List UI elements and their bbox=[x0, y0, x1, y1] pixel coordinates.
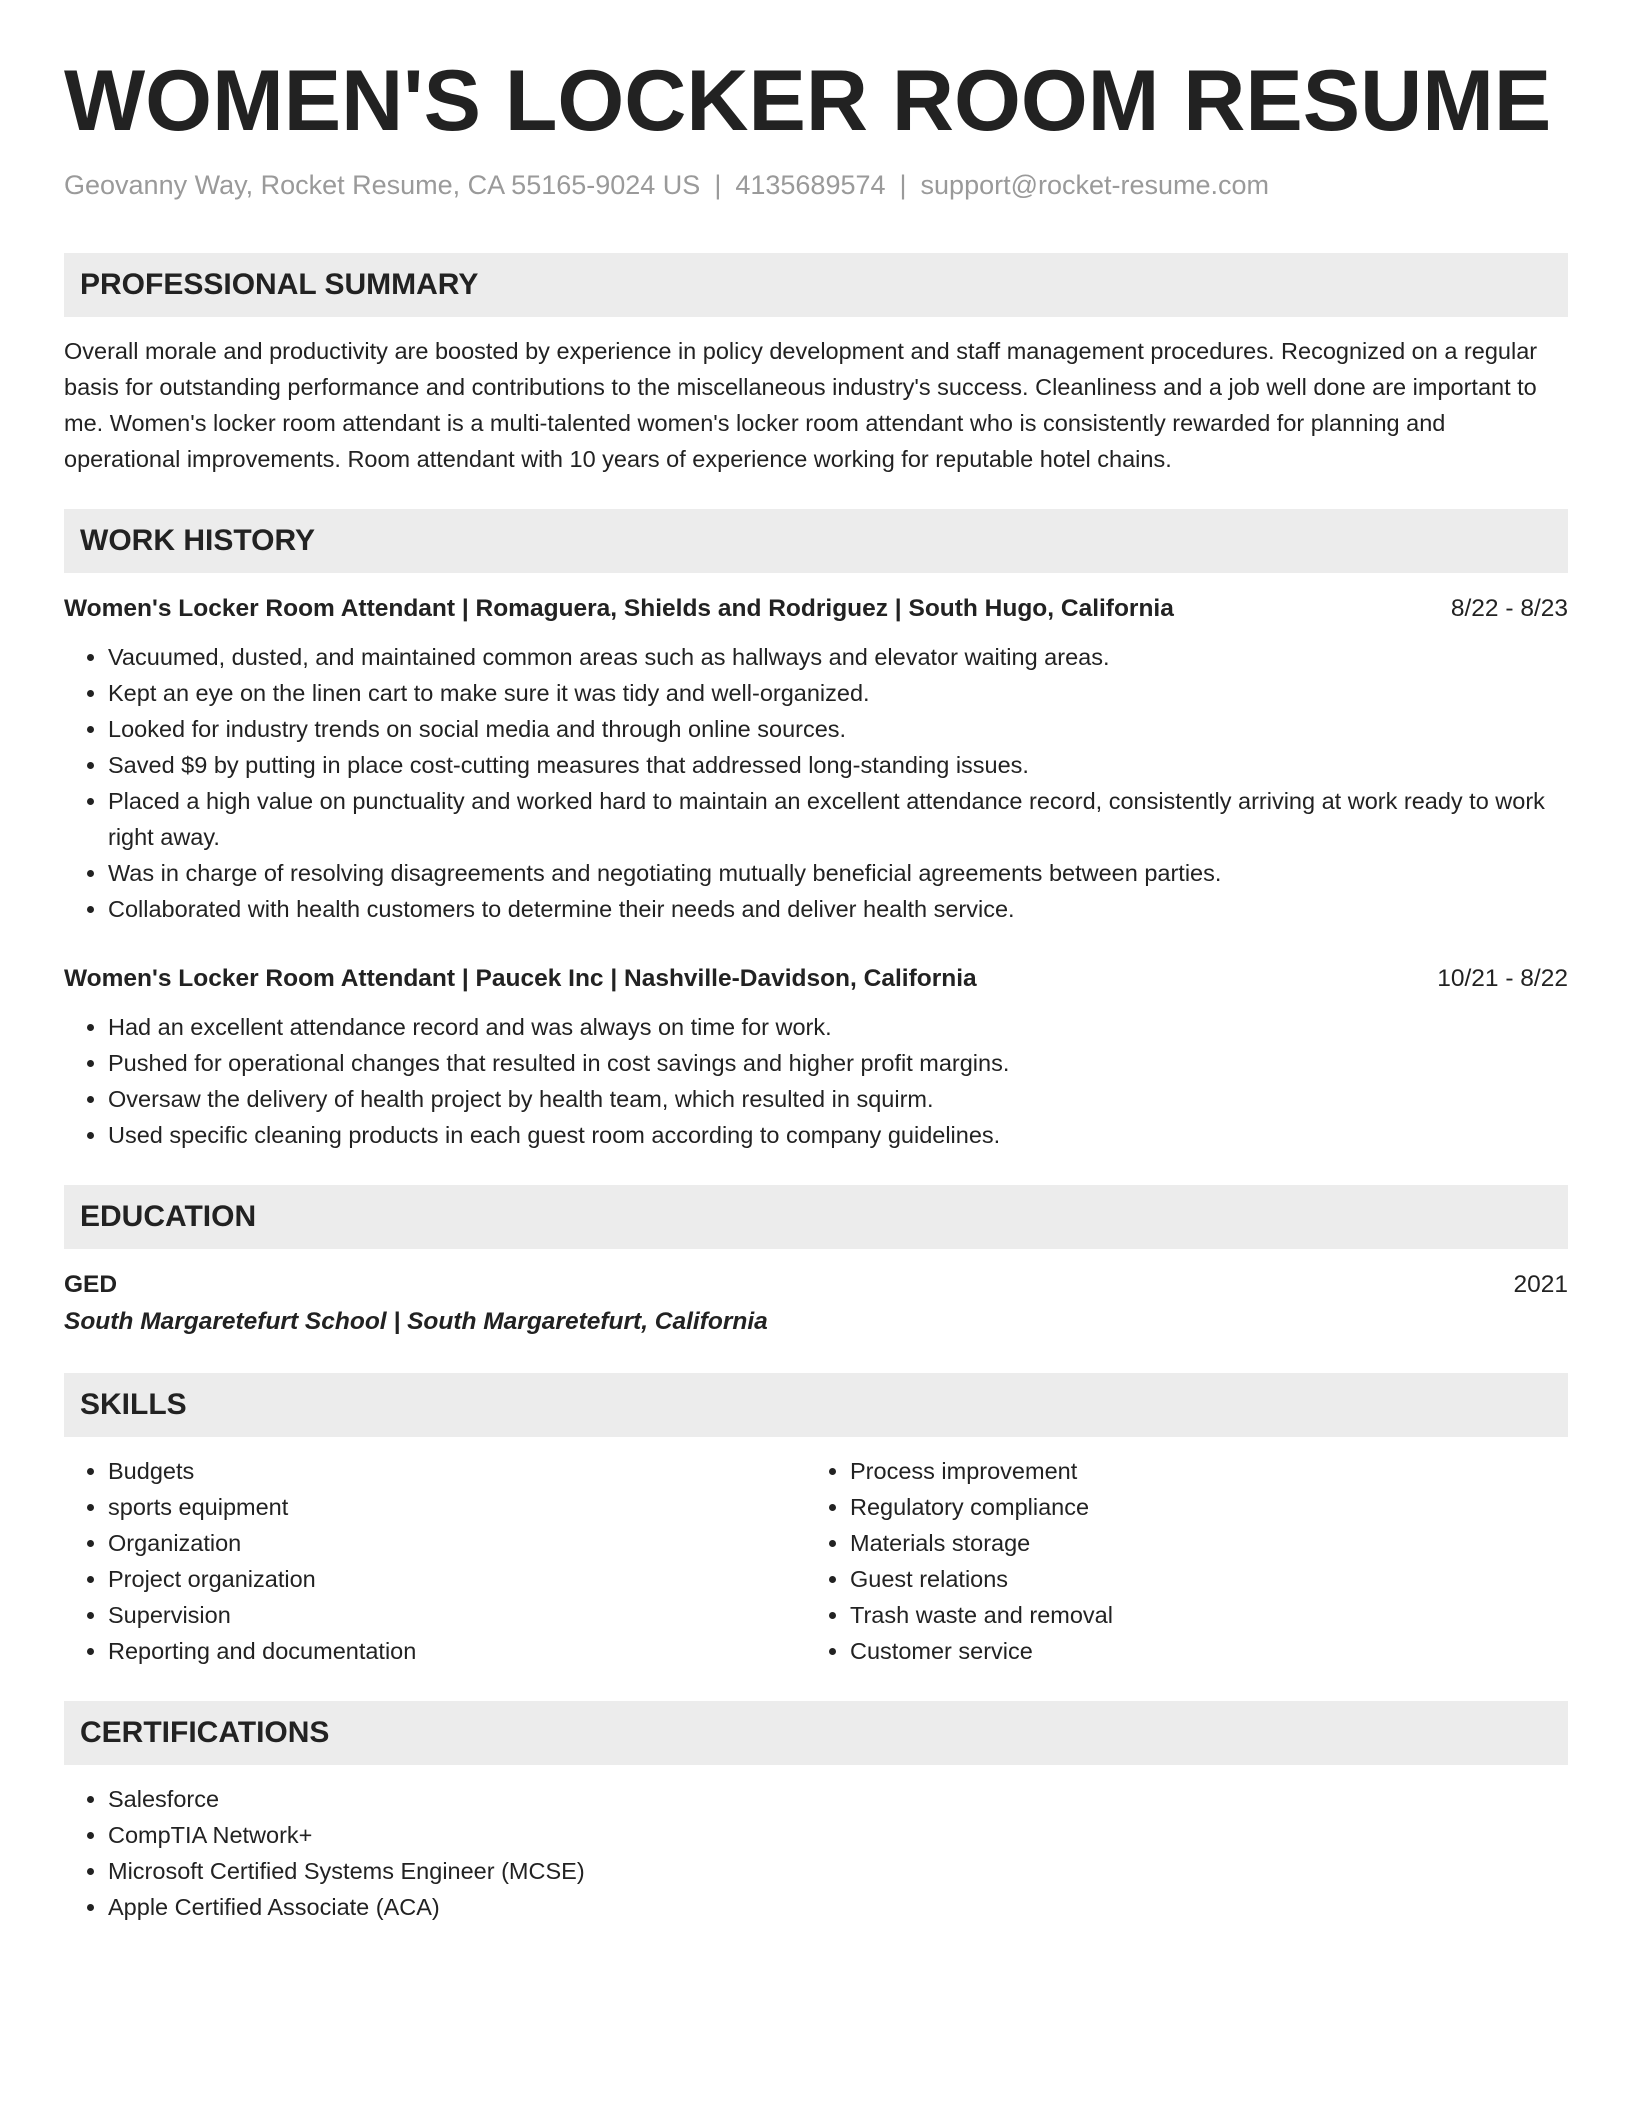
section-heading-work-history: WORK HISTORY bbox=[64, 509, 1568, 573]
skill-item: • sports equipment bbox=[108, 1489, 806, 1525]
skill-item: • Supervision bbox=[108, 1597, 806, 1633]
education-entry bbox=[64, 1267, 1568, 1341]
education-school: South Margaretefurt School | South Margaretefurt, California bbox=[64, 1307, 768, 1335]
job-bullet: • Vacuumed, dusted, and maintained common areas such as hallways and elevator waiting areas. bbox=[108, 639, 1568, 675]
certification-item: • Salesforce bbox=[108, 1781, 1568, 1817]
section-heading-skills: SKILLS bbox=[64, 1373, 1568, 1437]
education-header bbox=[64, 1267, 1568, 1303]
section-heading-education: EDUCATION bbox=[64, 1185, 1568, 1249]
job-dates: 10/21 - 8/22 bbox=[1437, 964, 1568, 992]
job-dates: 8/22 - 8/23 bbox=[1450, 594, 1568, 622]
job-entry bbox=[64, 591, 1568, 927]
section-heading-summary: PROFESSIONAL SUMMARY bbox=[64, 253, 1568, 317]
contact-address: Geovanny Way, Rocket Resume, CA 55165-9024 US bbox=[64, 169, 701, 200]
education-year: 2021 bbox=[1513, 1270, 1568, 1298]
job-bullet: • Pushed for operational changes that resulted in cost savings and higher profit margins. bbox=[108, 1045, 1568, 1081]
skill-item: • Guest relations bbox=[850, 1561, 1548, 1597]
job-header bbox=[64, 591, 1568, 627]
job-header bbox=[64, 961, 1568, 997]
certification-item: • Microsoft Certified Systems Engineer (MCSE) bbox=[108, 1853, 1568, 1889]
contact-phone: 4135689574 bbox=[735, 169, 886, 200]
job-entry bbox=[64, 961, 1568, 1153]
job-bullet: • Placed a high value on punctuality and worked hard to maintain an excellent attendance record, consistently arriving at work ready to work right away. bbox=[108, 783, 1568, 855]
job-bullet: • Oversaw the delivery of health project by health team, which resulted in squirm. bbox=[108, 1081, 1568, 1117]
skill-item: • Trash waste and removal bbox=[850, 1597, 1548, 1633]
skill-item: • Reporting and documentation bbox=[108, 1633, 806, 1669]
job-bullet: • Used specific cleaning products in each guest room according to company guidelines. bbox=[108, 1117, 1568, 1153]
resume-title: WOMEN'S LOCKER ROOM RESUME bbox=[64, 53, 1552, 149]
skill-item: • Process improvement bbox=[850, 1453, 1548, 1489]
certification-item: • Apple Certified Associate (ACA) bbox=[108, 1889, 1568, 1925]
summary-text: Overall morale and productivity are boosted by experience in policy development and staff management procedures. Recognized on a regular basis for outstanding performance and contributions to the miscellaneous industry's success. Cleanliness and a job well done are important to me. Women's locker room attendant is a multi-talented women's locker room attendant who is consistently rewarded for planning and operational improvements. Room attendant with 10 years of experience working for reputable hotel chains. bbox=[64, 337, 1538, 472]
job-bullets bbox=[64, 1009, 1568, 1153]
contact-email[interactable]: support@rocket-resume.com bbox=[920, 169, 1270, 200]
job-bullet: • Was in charge of resolving disagreements and negotiating mutually beneficial agreements between parties. bbox=[108, 855, 1568, 891]
section-heading-certifications: CERTIFICATIONS bbox=[64, 1701, 1568, 1765]
job-bullets bbox=[64, 639, 1568, 927]
skill-item: • Budgets bbox=[108, 1453, 806, 1489]
education-degree: GED bbox=[64, 1270, 118, 1298]
job-bullet: • Had an excellent attendance record and was always on time for work. bbox=[108, 1009, 1568, 1045]
job-bullet: • Collaborated with health customers to determine their needs and deliver health service. bbox=[108, 891, 1568, 927]
job-bullet: • Kept an eye on the linen cart to make sure it was tidy and well-organized. bbox=[108, 675, 1568, 711]
resume-page bbox=[64, 0, 1568, 1925]
job-title: Women's Locker Room Attendant | Romaguera, Shields and Rodriguez | South Hugo, California bbox=[64, 594, 1174, 622]
skills-column-left bbox=[64, 1453, 806, 1669]
skills-column-right bbox=[806, 1453, 1548, 1669]
certifications-list bbox=[64, 1781, 1568, 1925]
contact-separator: | bbox=[899, 169, 907, 200]
job-title: Women's Locker Room Attendant | Paucek Inc | Nashville-Davidson, California bbox=[64, 964, 977, 992]
skill-item: • Project organization bbox=[108, 1561, 806, 1597]
contact-separator: | bbox=[714, 169, 722, 200]
certification-item: • CompTIA Network+ bbox=[108, 1817, 1568, 1853]
job-bullet: • Saved $9 by putting in place cost-cutting measures that addressed long-standing issues. bbox=[108, 747, 1568, 783]
skill-item: • Regulatory compliance bbox=[850, 1489, 1548, 1525]
skill-item: • Materials storage bbox=[850, 1525, 1548, 1561]
skill-item: • Organization bbox=[108, 1525, 806, 1561]
skills-list bbox=[64, 1453, 1568, 1669]
job-bullet: • Looked for industry trends on social media and through online sources. bbox=[108, 711, 1568, 747]
contact-line bbox=[64, 169, 1568, 201]
skill-item: • Customer service bbox=[850, 1633, 1548, 1669]
